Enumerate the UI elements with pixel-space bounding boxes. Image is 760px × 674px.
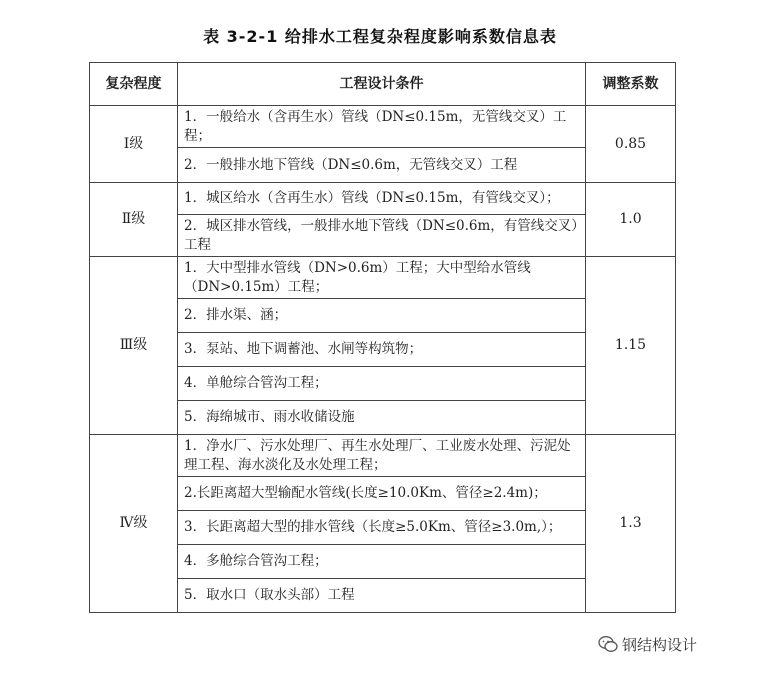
table-row — [90, 435, 676, 477]
coef-cell: 0.85 — [586, 106, 676, 183]
condition-cell: 2.长距离超大型输配水管线(长度≥10.0Km、管径≥2.4m)； — [178, 477, 586, 511]
condition-cell: 4．多舱综合管沟工程； — [178, 545, 586, 579]
condition-cell: 3．长距离超大型的排水管线（长度≥5.0Km、管径≥3.0m,）； — [178, 511, 586, 545]
condition-cell: 4．单舱综合管沟工程； — [178, 367, 586, 401]
coef-cell: 1.3 — [586, 435, 676, 613]
condition-cell: 1．一般给水（含再生水）管线（DN≤0.15m，无管线交叉）工程； — [178, 106, 586, 148]
condition-cell: 1．城区给水（含再生水）管线（DN≤0.15m，有管线交叉）； — [178, 183, 586, 215]
condition-cell: 3．泵站、地下调蓄池、水闸等构筑物； — [178, 333, 586, 367]
level-cell: Ⅰ级 — [90, 106, 178, 183]
coef-cell: 1.15 — [586, 257, 676, 435]
condition-cell: 2．城区排水管线，一般排水地下管线（DN≤0.6m，有管线交叉）工程 — [178, 215, 586, 257]
watermark-text: 钢结构设计 — [622, 635, 698, 654]
condition-cell: 2．排水渠、涵； — [178, 299, 586, 333]
coef-cell: 1.0 — [586, 183, 676, 257]
level-cell: Ⅳ级 — [90, 435, 178, 613]
table-row — [90, 106, 676, 148]
table-row — [90, 257, 676, 299]
condition-cell: 5．取水口（取水头部）工程 — [178, 579, 586, 613]
watermark — [598, 632, 697, 656]
header-level: 复杂程度 — [90, 63, 178, 106]
level-cell: Ⅲ级 — [90, 257, 178, 435]
condition-cell: 1．净水厂、污水处理厂、再生水处理厂、工业废水处理、污泥处理工程、海水淡化及水处理工程； — [178, 435, 586, 477]
condition-cell: 2．一般排水地下管线（DN≤0.6m，无管线交叉）工程 — [178, 148, 586, 183]
condition-cell: 5．海绵城市、雨水收储设施 — [178, 401, 586, 435]
header-coef: 调整系数 — [586, 63, 676, 106]
wechat-icon — [598, 635, 618, 653]
table-row — [90, 183, 676, 215]
header-row — [90, 63, 676, 106]
header-conditions: 工程设计条件 — [178, 63, 586, 106]
coefficient-table — [89, 62, 676, 613]
table-title: 表 3-2-1 给排水工程复杂程度影响系数信息表 — [203, 27, 557, 46]
level-cell: Ⅱ级 — [90, 183, 178, 257]
condition-cell: 1．大中型排水管线（DN>0.6m）工程；大中型给水管线（DN>0.15m）工程； — [178, 257, 586, 299]
